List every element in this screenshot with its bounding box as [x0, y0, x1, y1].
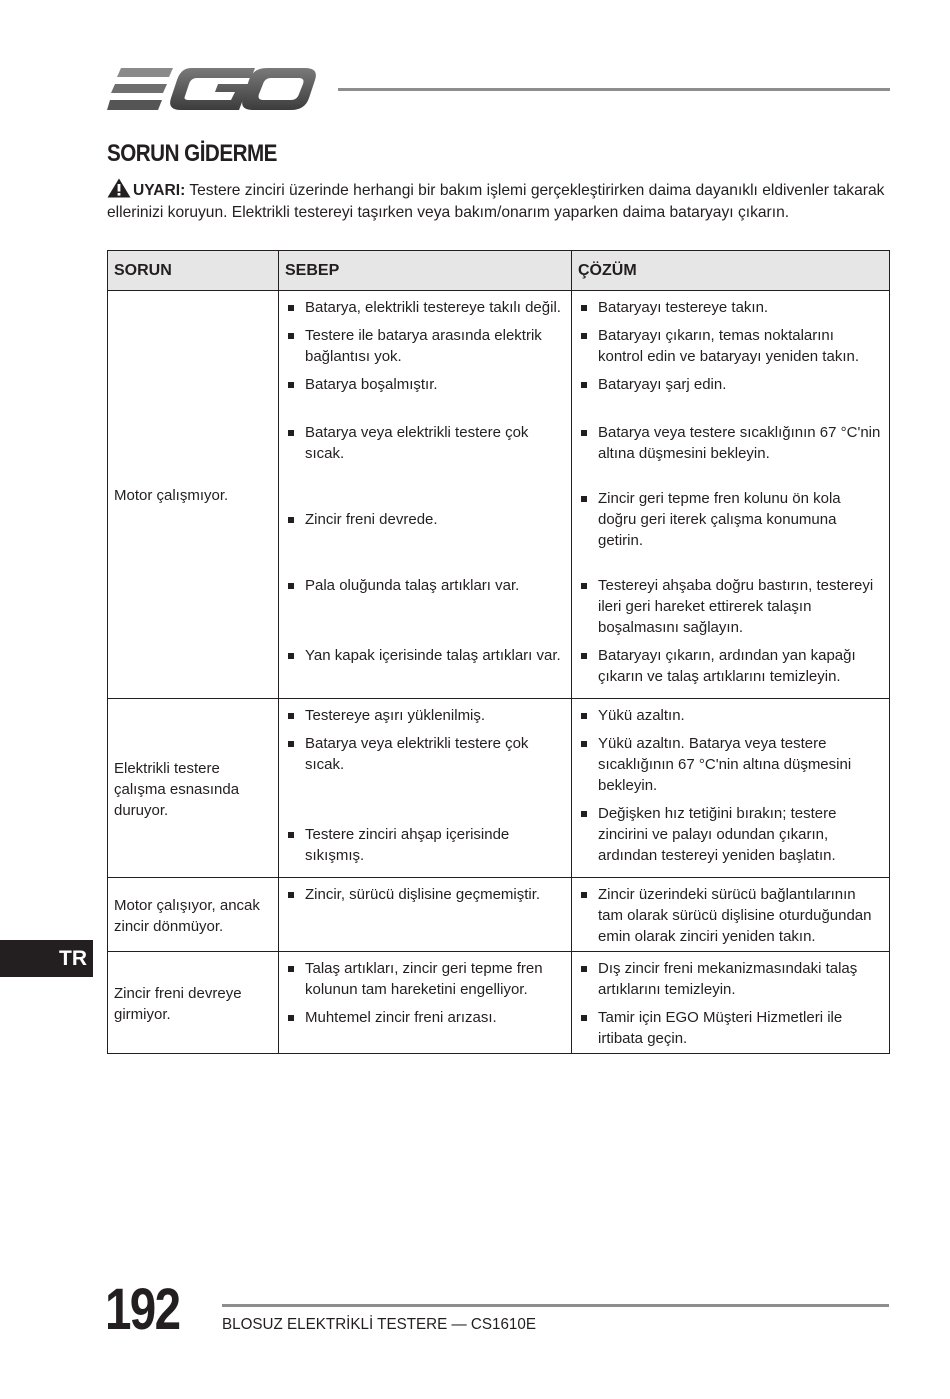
solution-item: Bataryayı testereye takın. [578, 297, 881, 318]
cause-item: Testere zinciri ahşap içerisinde sıkışmış. [285, 824, 563, 866]
ego-logo [107, 66, 317, 112]
cause-item: Muhtemel zincir freni arızası. [285, 1007, 563, 1028]
cause-cell [279, 952, 572, 1054]
solution-item: Bataryayı çıkarın, ardından yan kapağı çıkarın ve talaş artıklarını temizleyin. [578, 645, 881, 687]
solution-item: Dış zincir freni mekanizmasındaki talaş artıklarını temizleyin. [578, 958, 881, 1000]
solution-cell [572, 878, 890, 952]
solution-cell [572, 699, 890, 878]
table-header-row [108, 251, 890, 291]
troubleshooting-table [107, 250, 890, 1054]
cause-item: Batarya veya elektrikli testere çok sıcak. [285, 422, 563, 464]
solution-item: Testereyi ahşaba doğru bastırın, testereyi ileri geri hareket ettirerek talaşın boşalmasını sağlayın. [578, 575, 881, 638]
cause-item: Batarya, elektrikli testereye takılı değil. [285, 297, 563, 318]
cause-item: Zincir freni devrede. [285, 509, 563, 530]
cause-item: Pala oluğunda talaş artıkları var. [285, 575, 563, 596]
solution-item: Zincir üzerindeki sürücü bağlantılarının tam olarak sürücü dişlisine oturduğundan emin olarak zinciri yeniden takın. [578, 884, 881, 947]
problem-cell: Motor çalışmıyor. [108, 291, 279, 699]
cause-cell [279, 699, 572, 878]
solution-item: Bataryayı şarj edin. [578, 374, 881, 395]
cause-item: Yan kapak içerisinde talaş artıkları var. [285, 645, 563, 666]
table-row [108, 878, 890, 952]
cause-item: Batarya boşalmıştır. [285, 374, 563, 395]
section-title: SORUN GİDERME [107, 140, 277, 167]
table-row [108, 952, 890, 1054]
cause-item: Zincir, sürücü dişlisine geçmemiştir. [285, 884, 563, 905]
solution-item: Yükü azaltın. [578, 705, 881, 726]
footer-product-title: BLOSUZ ELEKTRİKLİ TESTERE — CS1610E [222, 1316, 536, 1333]
cause-item: Talaş artıkları, zincir geri tepme fren kolunun tam hareketini engelliyor. [285, 958, 563, 1000]
problem-cell: Elektrikli testere çalışma esnasında duruyor. [108, 699, 279, 878]
solution-item: Değişken hız tetiğini bırakın; testere zincirini ve palayı odundan çıkarın, ardından testereyi yeniden başlatın. [578, 803, 881, 866]
footer-rule [222, 1304, 889, 1307]
table-row [108, 699, 890, 878]
column-header-solution: ÇÖZÜM [572, 251, 890, 291]
problem-cell: Zincir freni devreye girmiyor. [108, 952, 279, 1054]
cause-item: Testere ile batarya arasında elektrik bağlantısı yok. [285, 325, 563, 367]
solution-cell [572, 291, 890, 699]
column-header-cause: SEBEP [279, 251, 572, 291]
warning-triangle-icon [107, 178, 131, 198]
problem-cell: Motor çalışıyor, ancak zincir dönmüyor. [108, 878, 279, 952]
cause-cell [279, 878, 572, 952]
solution-item: Zincir geri tepme fren kolunu ön kola doğru geri iterek çalışma konumuna getirin. [578, 488, 881, 551]
page-number: 192 [105, 1277, 180, 1342]
language-tab: TR [0, 940, 93, 977]
warning-text: Testere zinciri üzerinde herhangi bir bakım işlemi gerçekleştirirken daima dayanıklı eldivenler takarak ellerinizi koruyun. Elektrikli testereyi taşırken veya bakım/onarım yaparken daima bataryayı çıkarın. [107, 182, 885, 221]
warning-label: UYARI: [133, 182, 186, 199]
warning-paragraph [107, 178, 892, 224]
column-header-problem: SORUN [108, 251, 279, 291]
cause-cell [279, 291, 572, 699]
solution-cell [572, 952, 890, 1054]
header-rule [338, 88, 890, 91]
solution-item: Bataryayı çıkarın, temas noktalarını kontrol edin ve bataryayı yeniden takın. [578, 325, 881, 367]
solution-item: Yükü azaltın. Batarya veya testere sıcaklığının 67 °C'nin altına düşmesini bekleyin. [578, 733, 881, 796]
table-row [108, 291, 890, 699]
solution-item: Tamir için EGO Müşteri Hizmetleri ile irtibata geçin. [578, 1007, 881, 1049]
solution-item: Batarya veya testere sıcaklığının 67 °C'nin altına düşmesini bekleyin. [578, 422, 881, 464]
cause-item: Batarya veya elektrikli testere çok sıcak. [285, 733, 563, 775]
cause-item: Testereye aşırı yüklenilmiş. [285, 705, 563, 726]
